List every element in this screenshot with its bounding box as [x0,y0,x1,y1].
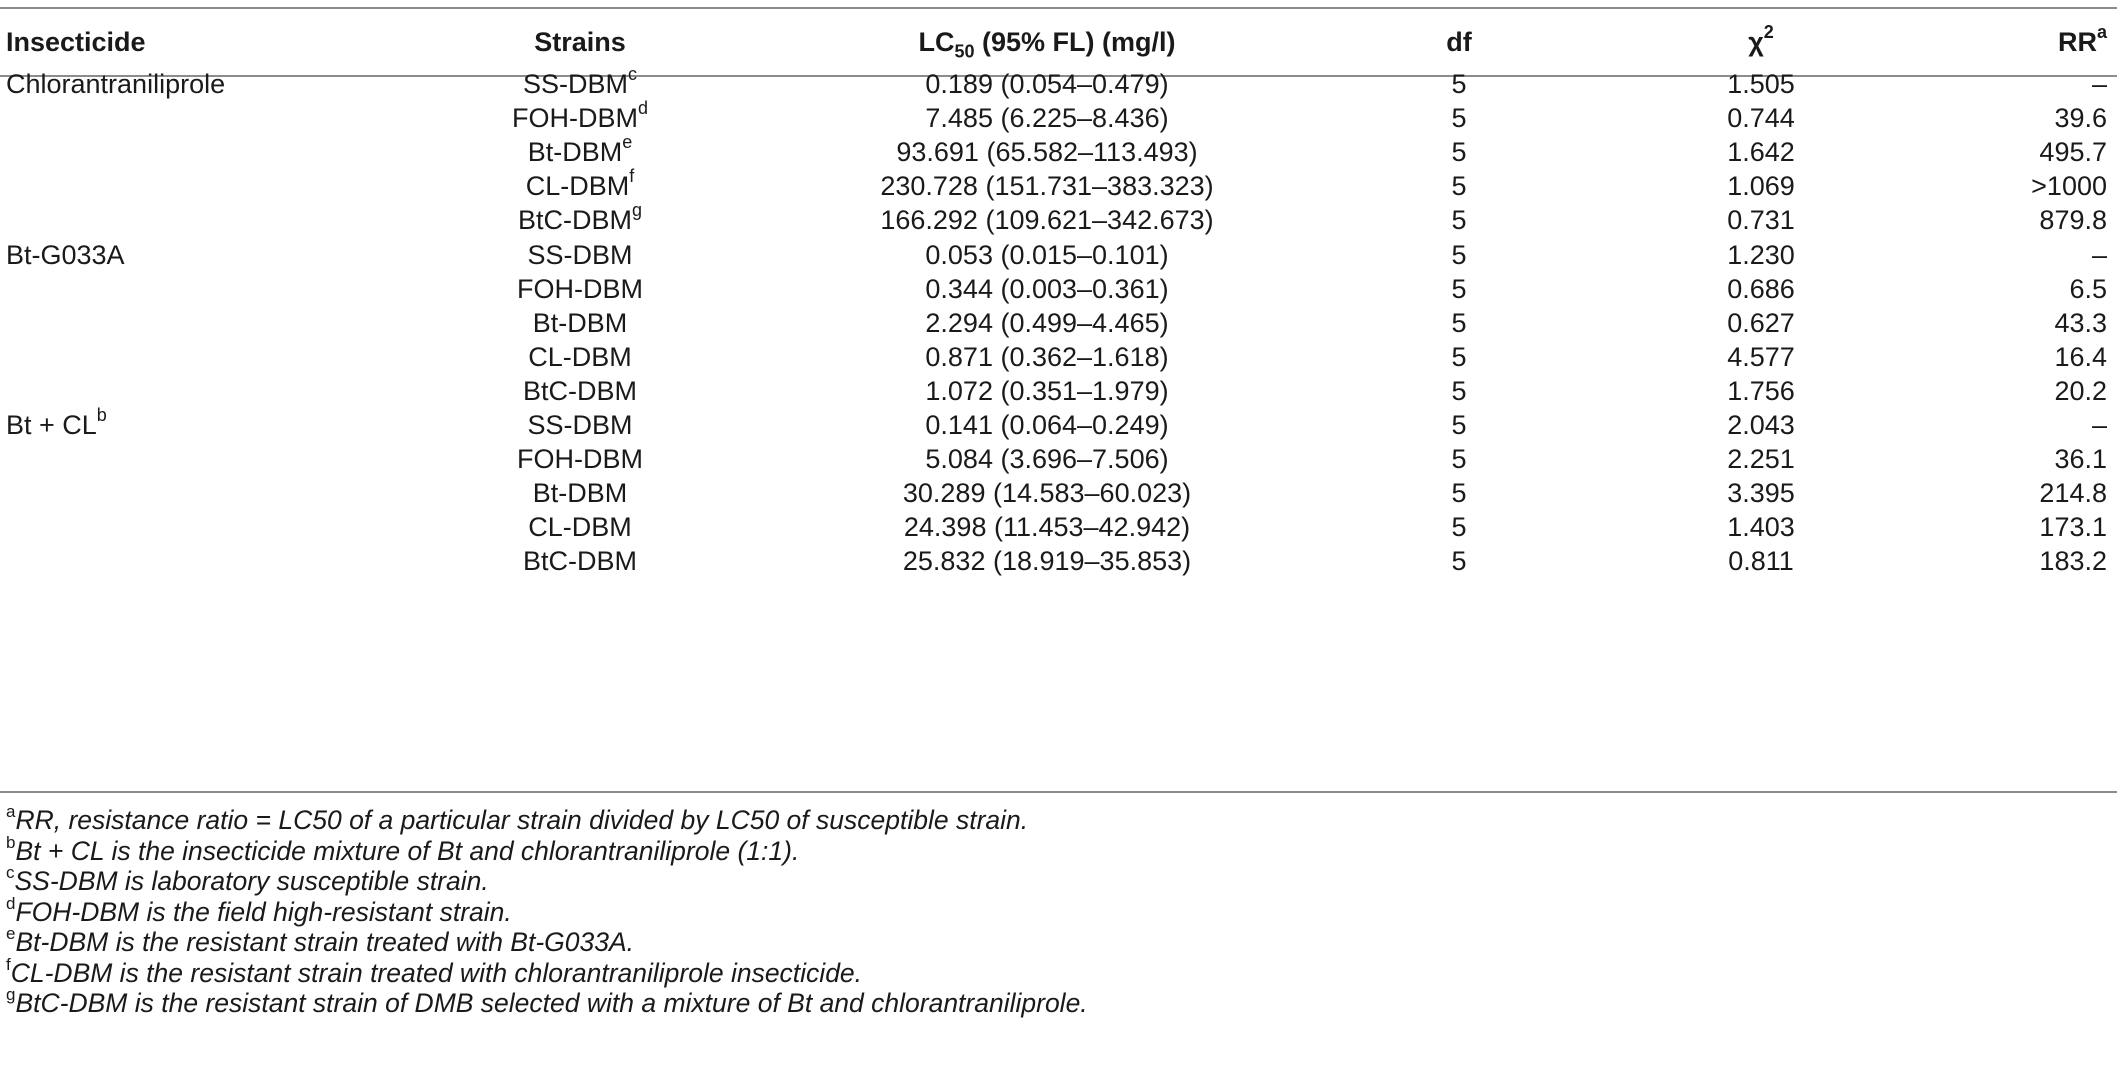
cell-strain [512,98,648,134]
cell-df-text: 5 [1451,546,1467,577]
header-lc50 [918,26,1176,62]
footnote-text: Bt + CL is the insecticide mixture of Bt and chlorantraniliprole (1:1). [15,835,800,866]
footnote-text: CL-DBM is the resistant strain treated with chlorantraniliprole insecticide. [10,957,863,988]
cell-strain-text: SS-DBM [522,69,629,99]
cell-strain-footnote-mark: c [628,64,638,84]
cell-lc50 [925,341,1168,373]
cell-lc50 [903,545,1191,577]
cell-df [1451,68,1466,100]
cell-chi-square [1727,375,1795,407]
cell-strain-text: Bt-DBM [527,137,623,168]
cell-rr [2069,273,2107,305]
cell-insecticide-text: Bt + CL [6,410,97,440]
cell-chi-square [1727,273,1795,305]
cell-lc50-text: 166.292 (109.621–342.673) [880,205,1214,236]
cell-strain-text: CL-DBM [528,512,632,543]
cell-chi-square [1727,443,1795,475]
cell-strain [527,239,632,271]
cell-df [1451,477,1466,509]
cell-df [1451,375,1466,407]
cell-chi-square-text: 0.811 [1728,546,1794,577]
footnote [6,863,1088,897]
cell-strain-text: BtC-DBM [523,375,637,406]
cell-df [1451,307,1466,339]
cell-strain-footnote-mark: d [637,98,648,119]
table-top-rule [0,7,2117,9]
cell-lc50-text: 30.289 (14.583–60.023) [902,478,1192,509]
cell-lc50-text: 24.398 (11.453–42.942) [903,512,1191,543]
cell-lc50 [925,239,1168,271]
cell-df-text: 5 [1451,307,1467,338]
cell-strain-text: FOH-DBM [517,273,643,304]
table-footnotes [6,802,1088,1019]
cell-lc50 [925,375,1168,407]
header-chi-superscript: 2 [1763,22,1774,42]
footnote [6,985,1088,1019]
cell-chi-square-text: 0.744 [1727,103,1795,134]
cell-lc50 [925,102,1168,134]
footnote-mark: g [6,985,16,1005]
cell-lc50-text: 0.141 (0.064–0.249) [925,410,1169,440]
table-bottom-rule [0,791,2117,793]
cell-strain-text: CL-DBM [528,341,632,372]
cell-lc50-text: 0.189 (0.054–0.479) [925,69,1169,99]
cell-rr-text: 39.6 [2054,103,2107,134]
cell-chi-square-text: 1.230 [1727,239,1795,270]
cell-df-text: 5 [1451,239,1467,270]
cell-rr-text: 43.3 [2054,307,2107,338]
cell-rr [2054,307,2107,339]
header-lc50-suffix: (95% FL) (mg/l) [974,27,1176,57]
cell-chi-square-text: 1.505 [1727,69,1795,99]
cell-df-text: 5 [1451,341,1467,372]
cell-insecticide-footnote-mark: b [96,405,107,425]
cell-insecticide [6,239,125,271]
header-chi-symbol: χ [1748,27,1764,57]
footnote [6,893,1088,928]
cell-strain [528,511,632,543]
cell-rr-text: 20.2 [2054,375,2107,406]
cell-rr-text: 16.4 [2054,341,2107,372]
footnote-mark: b [6,832,16,852]
cell-chi-square-text: 3.395 [1727,478,1795,509]
cell-rr [2092,68,2107,100]
cell-strain-text: BtC-DBM [517,205,632,236]
footnote-mark: c [6,863,15,883]
cell-rr [2039,204,2107,236]
cell-chi-square [1727,204,1795,236]
cell-strain-footnote-mark: e [622,132,633,153]
cell-lc50 [925,409,1168,441]
cell-lc50 [925,443,1168,475]
footnote [6,954,1088,989]
cell-chi-square [1727,477,1795,509]
cell-chi-square-text: 0.686 [1727,273,1795,304]
cell-lc50-text: 7.485 (6.225–8.436) [925,103,1169,134]
cell-strain [528,341,632,373]
cell-df [1451,443,1466,475]
cell-rr-text: 495.7 [2039,137,2107,168]
cell-lc50-text: 25.832 (18.919–35.853) [902,546,1192,577]
cell-df [1451,170,1466,202]
cell-rr [2092,409,2107,441]
cell-rr-text: – [2091,69,2107,99]
cell-strain-text: Bt-DBM [532,478,628,509]
cell-rr-text: – [2091,239,2107,270]
cell-strain [523,375,637,407]
cell-df-text: 5 [1451,478,1467,509]
footnote-mark: f [6,954,11,974]
cell-lc50-text: 0.344 (0.003–0.361) [925,273,1169,304]
header-lc50-subscript: 50 [954,41,975,62]
cell-chi-square-text: 0.627 [1727,307,1795,338]
cell-strain [527,409,632,441]
cell-rr [2039,477,2107,509]
cell-df-text: 5 [1451,171,1467,202]
footnote-text: Bt-DBM is the resistant strain treated with Bt-G033A. [15,927,635,957]
cell-chi-square [1727,239,1795,271]
cell-rr-text: 36.1 [2054,444,2107,475]
cell-strain-text: CL-DBM [525,171,630,202]
footnote [6,802,1088,836]
footnote-mark: d [6,893,16,913]
footnote-mark: a [6,802,16,822]
cell-rr-text: 173.1 [2039,512,2107,543]
cell-chi-square [1727,409,1795,441]
cell-lc50 [896,136,1197,168]
cell-df [1451,341,1466,373]
cell-lc50 [925,307,1168,339]
cell-strain [527,132,633,168]
cell-strain [517,200,643,236]
cell-df [1451,545,1466,577]
cell-chi-square-text: 1.403 [1727,512,1795,543]
cell-lc50 [880,204,1213,236]
cell-strain-text: FOH-DBM [517,444,643,475]
cell-rr [2092,239,2107,271]
footnote [6,832,1088,867]
cell-df [1451,409,1466,441]
cell-chi-square [1727,170,1795,202]
cell-df [1451,273,1466,305]
cell-insecticide [6,405,107,441]
cell-strain-text: BtC-DBM [523,546,637,577]
cell-df-text: 5 [1451,137,1467,168]
header-rr-superscript: a [2096,22,2107,42]
footnote-text: FOH-DBM is the field high-resistant strain. [15,896,512,927]
cell-chi-square-text: 2.043 [1727,410,1795,440]
cell-lc50-text: 0.871 (0.362–1.618) [925,341,1169,372]
cell-chi-square [1728,545,1794,577]
cell-df [1451,239,1466,271]
cell-strain-text: SS-DBM [527,239,633,270]
cell-df-text: 5 [1451,410,1467,440]
cell-lc50 [925,68,1168,100]
cell-lc50-text: 0.053 (0.015–0.101) [925,239,1169,270]
cell-strain-text: Bt-DBM [532,307,628,338]
footnote-text: SS-DBM is laboratory susceptible strain. [14,866,489,896]
cell-rr-text: 214.8 [2039,478,2107,509]
header-rr [2057,22,2107,58]
cell-strain [533,477,628,509]
cell-strain-footnote-mark: g [631,200,643,221]
cell-df [1451,136,1466,168]
cell-lc50-text: 5.084 (3.696–7.506) [925,444,1169,475]
cell-strain [517,273,643,305]
header-insecticide: Insecticide [6,27,146,57]
footnote [6,924,1088,958]
cell-chi-square-text: 1.069 [1727,171,1795,202]
cell-lc50 [880,170,1213,202]
cell-lc50 [904,511,1190,543]
cell-strain [525,166,635,202]
cell-df-text: 5 [1451,205,1467,236]
cell-chi-square [1727,511,1795,543]
cell-df-text: 5 [1451,69,1467,99]
cell-lc50-text: 230.728 (151.731–383.323) [880,171,1214,202]
cell-chi-square [1727,307,1795,339]
cell-lc50 [903,477,1191,509]
cell-chi-square [1727,136,1795,168]
header-lc50-prefix: LC [918,27,955,57]
cell-chi-square-text: 4.577 [1727,341,1795,372]
cell-rr-text: 6.5 [2069,273,2107,304]
cell-lc50-text: 1.072 (0.351–1.979) [925,375,1169,406]
cell-lc50 [925,273,1168,305]
footnote-mark: e [6,924,16,944]
cell-insecticide-text: Chlorantraniliprole [6,69,226,99]
cell-insecticide [6,68,225,100]
cell-lc50-text: 2.294 (0.499–4.465) [925,307,1169,338]
cell-rr [2031,170,2107,202]
cell-rr-text: 183.2 [2039,546,2107,577]
cell-strain-footnote-mark: f [629,166,635,187]
cell-rr [2039,136,2107,168]
cell-df [1451,102,1466,134]
cell-rr-text: 879.8 [2039,205,2107,236]
header-rr-label: RR [2057,27,2097,57]
cell-insecticide-text: Bt-G033A [6,239,125,270]
cell-rr-text: >1000 [2031,171,2107,202]
cell-rr [2039,511,2107,543]
cell-chi-square [1727,68,1795,100]
header-df: df [1446,27,1472,57]
cell-df [1451,204,1466,236]
cell-strain-text: FOH-DBM [512,103,638,134]
cell-rr [2054,341,2107,373]
cell-df-text: 5 [1451,273,1467,304]
cell-chi-square-text: 1.756 [1727,375,1795,406]
cell-strain [522,64,638,100]
cell-strain [523,545,637,577]
cell-chi-square-text: 0.731 [1727,205,1795,236]
cell-strain [533,307,628,339]
cell-lc50-text: 93.691 (65.582–113.493) [896,137,1198,168]
footnote-text: BtC-DBM is the resistant strain of DMB selected with a mixture of Bt and chlorantraniliprole. [15,988,1088,1018]
cell-df-text: 5 [1451,375,1467,406]
cell-rr [2039,545,2107,577]
cell-rr-text: – [2091,410,2107,440]
cell-rr [2054,102,2107,134]
cell-chi-square-text: 2.251 [1727,444,1795,475]
cell-strain-text: SS-DBM [527,410,633,440]
cell-df-text: 5 [1451,103,1467,134]
cell-chi-square [1727,102,1795,134]
cell-chi-square-text: 1.642 [1727,137,1795,168]
footnote-text: RR, resistance ratio = LC50 of a particular strain divided by LC50 of susceptible strain. [15,805,1029,835]
header-strains: Strains [534,27,626,57]
cell-rr [2054,375,2107,407]
cell-strain [517,443,643,475]
cell-chi-square [1727,341,1795,373]
cell-df [1451,511,1466,543]
cell-df-text: 5 [1451,512,1467,543]
cell-rr [2054,443,2107,475]
header-chi-square [1748,22,1774,58]
cell-df-text: 5 [1451,444,1467,475]
